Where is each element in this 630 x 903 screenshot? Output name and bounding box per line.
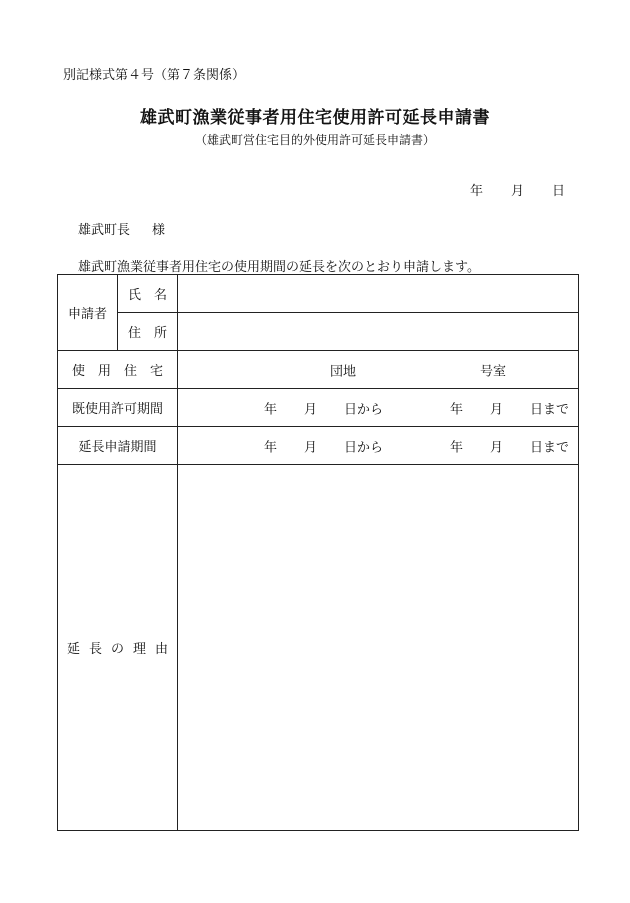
address-field[interactable] [178,313,579,351]
form-subtitle: （雄武町営住宅目的外使用許可延長申請書） [194,133,435,147]
reason-label: 延長の理由 [58,465,178,831]
row-extension-period [58,427,579,465]
application-table [57,274,579,831]
name-field[interactable] [178,275,579,313]
intro-text: 雄武町漁業従事者用住宅の使用期間の延長を次のとおり申請します。 [78,260,480,275]
extension-from-day: 日から [344,440,384,455]
form-title: 雄武町漁業従事者用住宅使用許可延長申請書 [140,108,490,128]
extension-period-label: 延長申請期間 [58,427,178,465]
addressee-name: 雄武町長 [78,223,131,238]
extension-from-month: 月 [304,440,318,455]
existing-to-day: 日まで [530,402,570,417]
addressee-honorific: 様 [152,223,166,238]
extension-period-field[interactable] [178,427,579,465]
extension-to-day: 日まで [530,440,570,455]
date-day-label: 日 [551,184,565,199]
existing-from-year: 年 [264,402,278,417]
applicant-label: 申請者 [58,275,118,351]
existing-to-month: 月 [490,402,504,417]
existing-from-month: 月 [304,402,318,417]
existing-period-field[interactable] [178,389,579,427]
housing-complex-label: 団地 [330,364,357,379]
application-date [470,180,565,199]
address-label: 住 所 [118,313,178,351]
row-applicant-address [58,313,579,351]
row-housing [58,351,579,389]
extension-from-year: 年 [264,440,278,455]
name-label: 氏 名 [118,275,178,313]
housing-label: 使 用 住 宅 [58,351,178,389]
form-number: 別記様式第４号（第７条関係） [63,68,246,83]
existing-period-label: 既使用許可期間 [58,389,178,427]
row-applicant-name [58,275,579,313]
row-existing-period [58,389,579,427]
row-reason [58,465,579,831]
addressee [78,219,165,238]
housing-field[interactable] [178,351,579,389]
existing-to-year: 年 [450,402,464,417]
date-year-label: 年 [470,184,484,199]
reason-field[interactable] [178,465,579,831]
date-month-label: 月 [510,184,524,199]
housing-room-label: 号室 [480,364,507,379]
extension-to-year: 年 [450,440,464,455]
extension-to-month: 月 [490,440,504,455]
existing-from-day: 日から [344,402,384,417]
